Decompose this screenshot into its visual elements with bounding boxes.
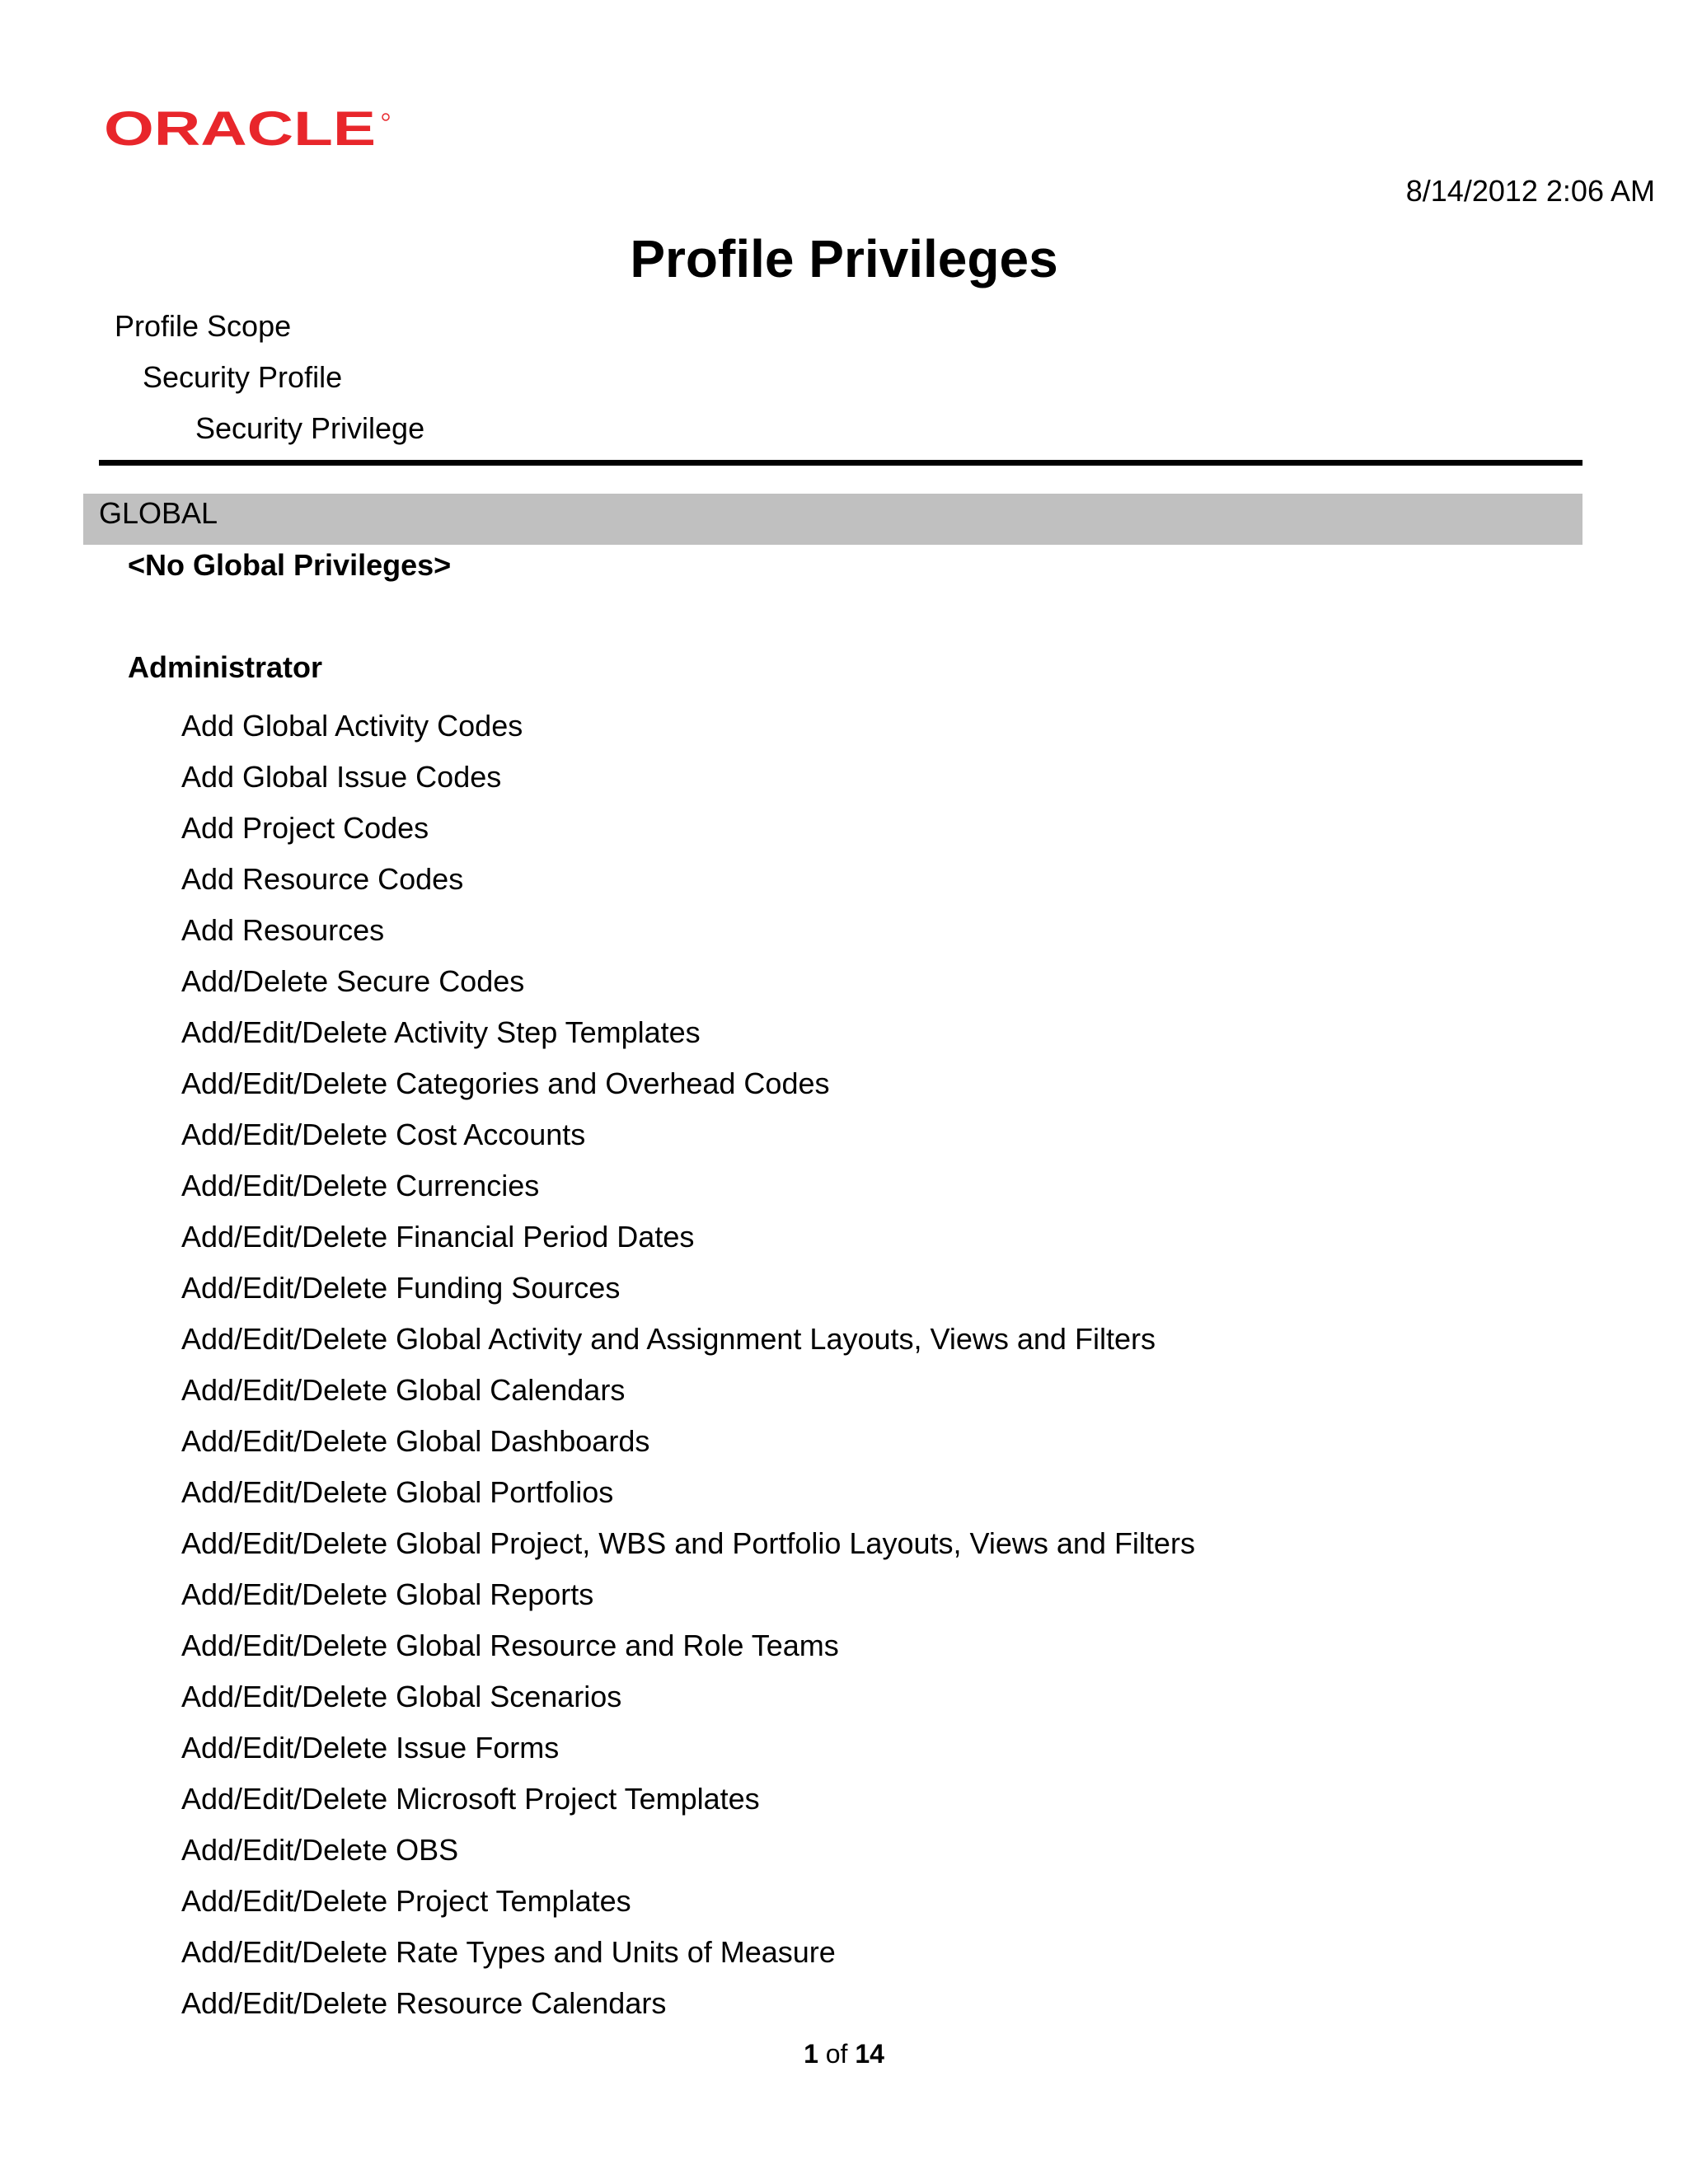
privilege-item: Add/Edit/Delete Activity Step Templates: [181, 1015, 701, 1049]
privilege-item: Add/Edit/Delete Categories and Overhead Codes: [181, 1066, 830, 1100]
no-global-privileges: <No Global Privileges>: [128, 548, 452, 582]
registered-mark-icon: [382, 114, 389, 120]
privilege-item: Add Resources: [181, 913, 385, 947]
privilege-item: Add/Edit/Delete Global Dashboards: [181, 1424, 650, 1458]
privilege-item: Add/Edit/Delete Funding Sources: [181, 1271, 621, 1305]
header-divider: [99, 460, 1582, 466]
oracle-logo: [104, 110, 392, 148]
privilege-item: Add/Edit/Delete Global Calendars: [181, 1373, 626, 1407]
security-profile-name: Administrator: [128, 650, 323, 684]
privilege-item: Add/Edit/Delete Global Reports: [181, 1577, 594, 1611]
privilege-item: Add/Edit/Delete Global Portfolios: [181, 1475, 614, 1509]
legend-profile-scope: Profile Scope: [115, 309, 292, 343]
oracle-logo-wordmark: ORACLE: [104, 110, 376, 148]
page-of-label: of: [825, 2039, 848, 2069]
privilege-item: Add/Delete Secure Codes: [181, 964, 525, 998]
privilege-list: [181, 701, 1195, 2029]
page-title: Profile Privileges: [630, 229, 1058, 288]
scope-name: GLOBAL: [99, 496, 218, 530]
privilege-item: Add Project Codes: [181, 811, 429, 845]
privilege-item: Add/Edit/Delete Global Activity and Assignment Layouts, Views and Filters: [181, 1322, 1156, 1356]
privilege-item: Add/Edit/Delete Resource Calendars: [181, 1986, 667, 2020]
privilege-item: Add/Edit/Delete Global Scenarios: [181, 1680, 622, 1713]
report-timestamp: 8/14/2012 2:06 AM: [1405, 174, 1655, 208]
legend-security-privilege: Security Privilege: [195, 411, 425, 445]
scope-header-bar: [83, 494, 1582, 545]
privilege-item: Add/Edit/Delete OBS: [181, 1833, 459, 1867]
privilege-item: Add/Edit/Delete Financial Period Dates: [181, 1220, 695, 1254]
privilege-item: Add/Edit/Delete Rate Types and Units of Measure: [181, 1935, 836, 1969]
privilege-item: Add Global Activity Codes: [181, 709, 523, 743]
oracle-logo-icon: [104, 110, 392, 148]
privilege-item: Add/Edit/Delete Project Templates: [181, 1884, 631, 1918]
privilege-item: Add/Edit/Delete Global Resource and Role Teams: [181, 1629, 839, 1662]
privilege-item: Add/Edit/Delete Issue Forms: [181, 1731, 560, 1765]
privilege-item: Add Global Issue Codes: [181, 760, 502, 794]
current-page: 1: [804, 2039, 818, 2069]
page-number: [0, 2037, 1688, 2070]
privilege-item: Add Resource Codes: [181, 862, 464, 896]
privilege-item: Add/Edit/Delete Currencies: [181, 1169, 540, 1202]
privilege-item: Add/Edit/Delete Cost Accounts: [181, 1118, 586, 1151]
total-pages: 14: [855, 2039, 884, 2069]
legend-security-profile: Security Profile: [143, 360, 343, 394]
privilege-item: Add/Edit/Delete Global Project, WBS and Portfolio Layouts, Views and Filters: [181, 1526, 1195, 1560]
privilege-item: Add/Edit/Delete Microsoft Project Templates: [181, 1782, 760, 1816]
